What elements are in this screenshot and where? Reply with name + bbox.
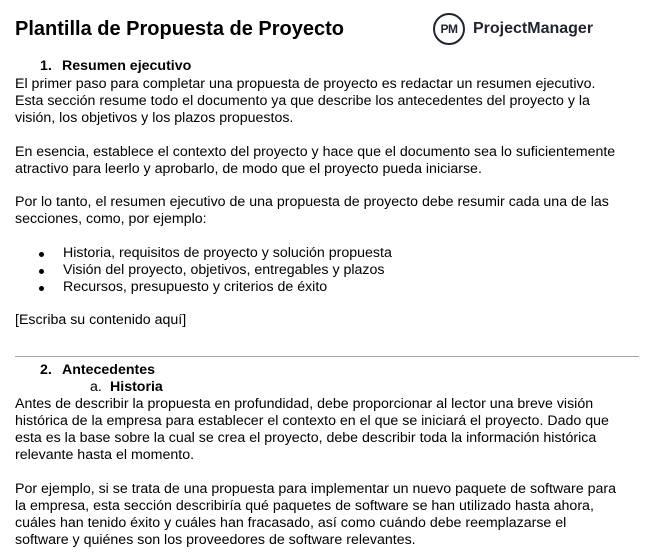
content-placeholder[interactable]: [Escriba su contenido aquí] bbox=[15, 312, 187, 328]
paragraph-line: atractivo para leerlo y aprobarlo, de modo que el proyecto pueda iniciarse. bbox=[15, 161, 482, 177]
section-number: 2. bbox=[40, 362, 52, 378]
paragraph-line: cuáles han tenido éxito y cuáles han fracasado, así como cuándo debe reemplazarse el bbox=[15, 515, 567, 531]
document-title: Plantilla de Propuesta de Proyecto bbox=[15, 18, 344, 40]
bullet-icon bbox=[39, 286, 44, 291]
paragraph-line: visión, los objetivos y los plazos propuestos. bbox=[15, 110, 294, 126]
bullet-icon bbox=[39, 252, 44, 257]
section-heading-antecedentes bbox=[40, 362, 155, 379]
projectmanager-logo bbox=[433, 11, 593, 47]
paragraph-line: secciones, como, por ejemplo: bbox=[15, 211, 207, 227]
paragraph-line: histórica de la empresa para establecer el contexto en el que se iniciará el proyecto. Dado que bbox=[15, 413, 609, 429]
bullet-list bbox=[36, 245, 392, 296]
subsection-letter: a. bbox=[90, 379, 102, 395]
paragraph-line: software y quiénes son los proveedores de software relevantes. bbox=[15, 532, 416, 548]
paragraph-line: la empresa, esta sección describiría qué paquetes de software se han utilizado hasta ahora, bbox=[15, 498, 594, 514]
section-number: 1. bbox=[40, 58, 52, 74]
section-heading-resumen-ejecutivo bbox=[40, 58, 191, 75]
list-item bbox=[36, 279, 392, 296]
list-item-text: Recursos, presupuesto y criterios de éxito bbox=[63, 279, 328, 295]
list-item-text: Visión del proyecto, objetivos, entregables y plazos bbox=[63, 262, 385, 278]
section-title: Antecedentes bbox=[62, 362, 156, 378]
list-item-text: Historia, requisitos de proyecto y solución propuesta bbox=[63, 245, 392, 261]
pm-logo-icon: PM bbox=[433, 13, 465, 45]
list-item bbox=[36, 245, 392, 262]
paragraph-line: Por lo tanto, el resumen ejecutivo de una propuesta de proyecto debe resumir cada una de las bbox=[15, 194, 609, 210]
section-divider bbox=[15, 356, 639, 357]
bullet-icon bbox=[39, 269, 44, 274]
paragraph-line: Esta sección resume todo el documento ya que describe los antecedentes del proyecto y la bbox=[15, 93, 590, 109]
subsection-heading-historia bbox=[90, 379, 163, 396]
paragraph-line: Antes de describir la propuesta en profundidad, debe proporcionar al lector una breve visión bbox=[15, 396, 594, 412]
paragraph-line: relevante hasta el momento. bbox=[15, 447, 195, 463]
paragraph-line: esta es la base sobre la cual se crea el proyecto, debe describir toda la información histórica bbox=[15, 430, 597, 446]
paragraph-line: En esencia, establece el contexto del proyecto y hace que el documento sea lo suficientemente bbox=[15, 144, 616, 160]
section-title: Resumen ejecutivo bbox=[62, 58, 192, 74]
list-item bbox=[36, 262, 392, 279]
paragraph-line: Por ejemplo, si se trata de una propuesta para implementar un nuevo paquete de software para bbox=[15, 481, 616, 497]
paragraph-line: El primer paso para completar una propuesta de proyecto es redactar un resumen ejecutivo. bbox=[15, 76, 596, 92]
subsection-title: Historia bbox=[110, 379, 163, 395]
logo-brand-name: ProjectManager bbox=[473, 20, 594, 37]
